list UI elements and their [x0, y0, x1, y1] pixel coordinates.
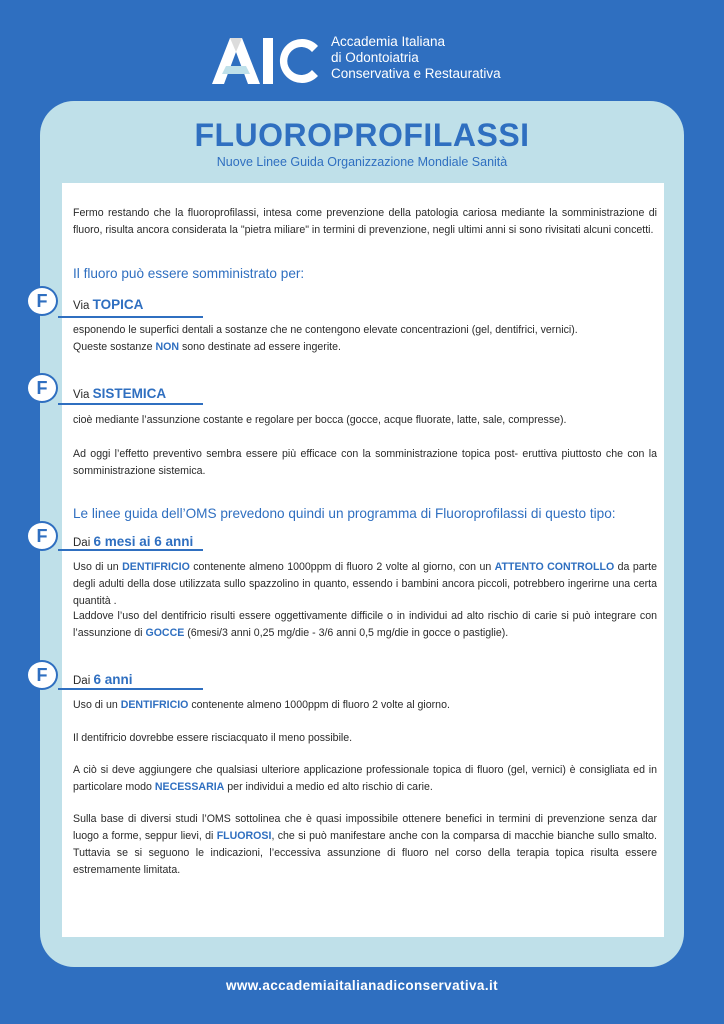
topica-line-1: esponendo le superfici dentali a sostanze che ne contengono elevate concentrazioni (gel, dentifrici, vernici). [73, 324, 578, 336]
heading-keyword: TOPICA [92, 297, 144, 312]
section-heading-topica [73, 297, 143, 312]
section-underline [58, 549, 203, 551]
header [0, 30, 724, 90]
f-badge-icon: F [26, 521, 58, 551]
section-heading-sistemica [73, 386, 166, 401]
six-months-paragraph-2 [73, 608, 657, 642]
emphasis: NECESSARIA [154, 781, 225, 793]
page-title: FLUOROPROFILASSI [194, 117, 530, 153]
text: A ciò si deve aggiungere che qualsiasi ulteriore applicazione professionale topica di fluoro (gel, vernici) è consigliata ed in particolare modo [73, 764, 657, 793]
emphasis: DENTIFRICIO [122, 561, 190, 573]
emphasis: FLUOROSI [216, 830, 272, 842]
f-badge-icon: F [26, 373, 58, 403]
section-underline [58, 316, 203, 318]
emphasis: ATTENTO CONTROLLO [494, 561, 615, 573]
org-line-3: Conservativa e Restaurativa [331, 66, 501, 81]
website-link[interactable]: www.accademiaitalianadiconservativa.it [225, 978, 499, 993]
topica-line-2 [73, 339, 657, 356]
heading-prefix: Via [73, 389, 90, 401]
topica-text: sono destinate ad essere ingerite. [181, 341, 341, 353]
heading-keyword: 6 mesi ai 6 anni [93, 534, 194, 549]
page-subtitle: Nuove Linee Guida Organizzazione Mondiale Sanità [216, 155, 508, 169]
text: , che si può manifestare anche con la comparsa di macchie bianche sullo smalto. Tuttavia se si seguono le indicazioni, l’eccessiva assunzione di fluoro nel corso della terapia topica risulta essere estremamente limitata. [73, 830, 657, 876]
text: (6mesi/3 anni 0,25 mg/die - 3/6 anni 0,5 mg/die in gocce o pastiglie). [187, 627, 509, 639]
emphasis: DENTIFRICIO [120, 699, 189, 711]
heading-prefix: Dai [73, 537, 91, 549]
f-badge-icon: F [26, 660, 58, 690]
text: contenente almeno 1000ppm di fluoro 2 volte al giorno. [191, 699, 450, 711]
organization-name [331, 34, 501, 82]
heading-keyword: 6 anni [93, 672, 133, 687]
intro-paragraph: Fermo restando che la fluoroprofilassi, intesa come prevenzione della patologia cariosa mediante la somministrazione di fluoro, risulta ancora considerata la "pietra miliare" in termini di prevenzione, negli ultimi anni si sono rivisitati alcuni concetti. [73, 207, 657, 236]
heading-prefix: Dai [73, 675, 91, 687]
lead-oms-program: Le linee guida dell’OMS prevedono quindi un programma di Fluoroprofilassi di questo tipo: [73, 506, 616, 521]
topica-paragraph [73, 322, 657, 356]
text: per individui a medio ed alto rischio di carie. [227, 781, 433, 793]
topica-emphasis: NON [155, 341, 179, 353]
topica-text: Queste sostanze [73, 341, 153, 353]
text: Uso di un [73, 561, 119, 573]
six-years-paragraph-2: Il dentifricio dovrebbe essere risciacquato il meno possibile. [73, 732, 353, 744]
heading-prefix: Via [73, 300, 90, 312]
org-line-2: di Odontoiatria [331, 50, 419, 65]
text: Uso di un [73, 699, 118, 711]
sistemica-paragraph-1: cioè mediante l’assunzione costante e regolare per bocca (gocce, acque fluorate, latte, sale, compresse). [73, 414, 567, 426]
section-heading-6-mesi [73, 534, 193, 549]
text: da parte degli adulti della dose utilizzata sullo spazzolino in quanto, essendo i bambini ancora piccoli, potrebbero ingerirne una certa quantità . [73, 561, 657, 607]
heading-keyword: SISTEMICA [92, 386, 167, 401]
six-years-paragraph-3 [73, 762, 657, 796]
text: Sulla base di diversi studi l’OMS sottolinea che è quasi impossibile ottenere benefici in termini di prevenzione senza dar luogo a forme, seppur lievi, di [73, 813, 657, 842]
aic-logo-icon [208, 34, 320, 86]
section-underline [58, 688, 203, 690]
section-underline [58, 403, 203, 405]
emphasis: GOCCE [145, 627, 185, 639]
six-months-paragraph-1 [73, 559, 657, 610]
sistemica-paragraph-2: Ad oggi l’effetto preventivo sembra essere più efficace con la somministrazione topica post- eruttiva piuttosto che con la somministrazione sistemica. [73, 448, 657, 477]
text: contenente almeno 1000ppm di fluoro 2 volte al giorno, con un [193, 561, 492, 573]
section-heading-6-anni [73, 672, 132, 687]
lead-administration: Il fluoro può essere somministrato per: [73, 266, 305, 281]
text: Laddove l’uso del dentifricio risulti essere oggettivamente difficile o in individui ad alto rischio di carie si può integrare con l’assunzione di [73, 610, 657, 639]
f-badge-icon: F [26, 286, 58, 316]
six-years-paragraph-1 [73, 697, 657, 714]
six-years-paragraph-4 [73, 811, 657, 879]
org-line-1: Accademia Italiana [331, 34, 446, 49]
